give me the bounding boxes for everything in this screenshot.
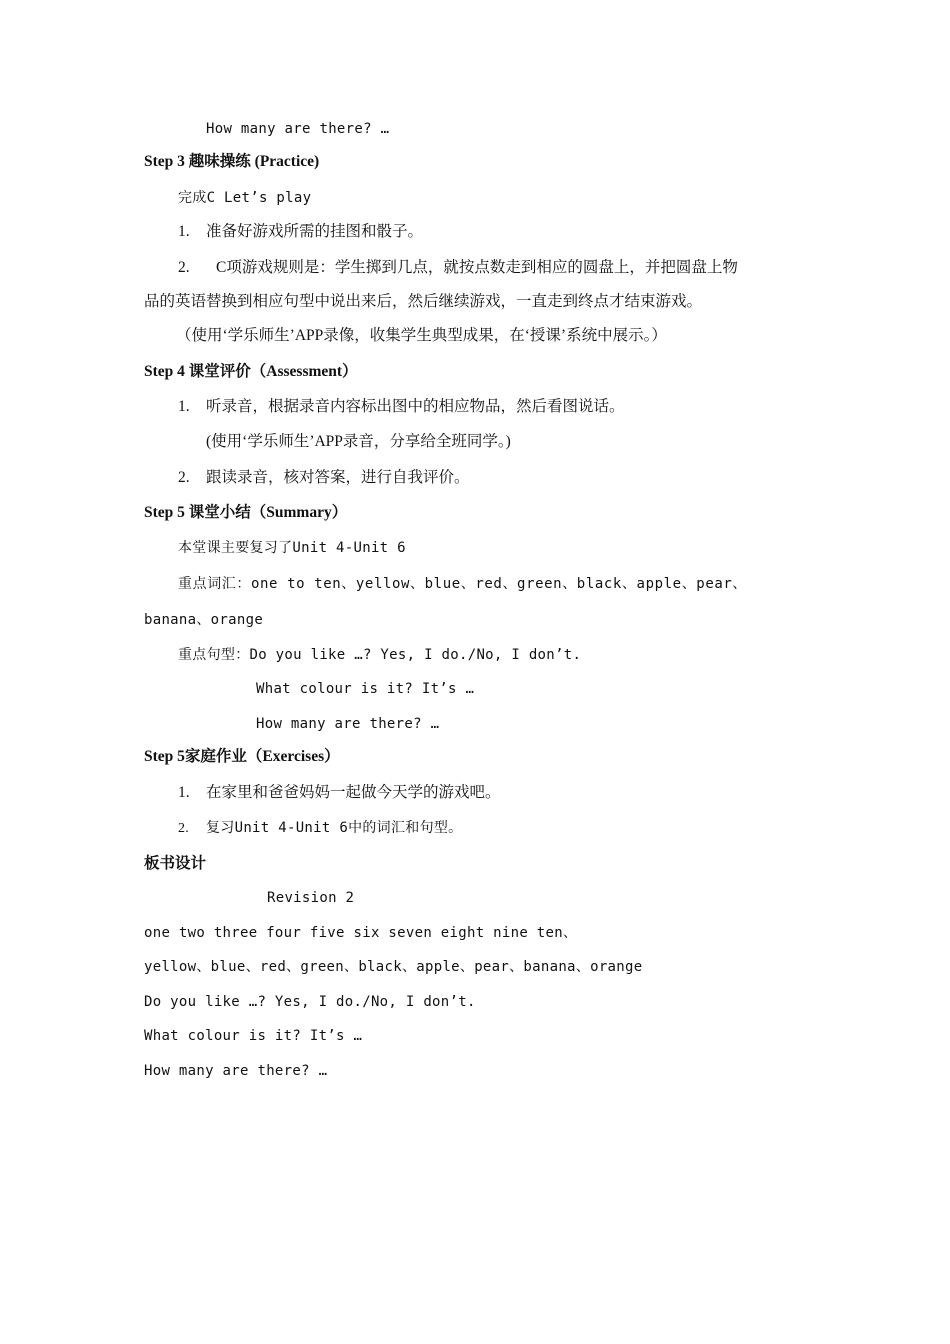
list-text: 在家里和爸爸妈妈一起做今天学的游戏吧。 bbox=[206, 784, 501, 801]
text-line: How many are there? … bbox=[206, 121, 390, 137]
text-line: one two three four five six seven eight nine ten、 bbox=[144, 925, 578, 941]
list-text: 复习Unit 4-Unit 6中的词汇和句型。 bbox=[206, 820, 463, 836]
text-line: 重点词汇：one to ten、yellow、blue、red、green、black、apple、pear、 bbox=[178, 576, 748, 592]
section-heading-practice: Step 3 趣味操练 (Practice) bbox=[144, 153, 320, 170]
text-line: Do you like …? Yes, I do./No, I don’t. bbox=[144, 994, 476, 1010]
list-item bbox=[178, 818, 462, 839]
list-text: 准备好游戏所需的挂图和骰子。 bbox=[206, 223, 424, 240]
section-heading-board-design: 板书设计 bbox=[144, 855, 207, 872]
list-text: 跟读录音，核对答案，进行自我评价。 bbox=[206, 469, 470, 486]
text-line: (使用‘学乐师生’APP录音，分享给全班同学。) bbox=[206, 433, 511, 450]
section-heading-summary: Step 5 课堂小结（Summary） bbox=[144, 504, 348, 521]
text-line: 重点句型：Do you like …? Yes, I do./No, I don’t. bbox=[178, 647, 582, 663]
text-line: 品的英语替换到相应句型中说出来后，然后继续游戏，一直走到终点才结束游戏。 bbox=[144, 293, 703, 310]
text-line: What colour is it? It’s … bbox=[144, 1028, 363, 1044]
section-heading-assessment: Step 4 课堂评价（Assessment） bbox=[144, 363, 358, 380]
list-item bbox=[178, 258, 738, 278]
list-text: 听录音，根据录音内容标出图中的相应物品，然后看图说话。 bbox=[206, 398, 625, 415]
list-number: 1. bbox=[178, 398, 190, 415]
list-item bbox=[178, 468, 470, 488]
text-line: （使用‘学乐师生’APP录像，收集学生典型成果，在‘授课’系统中展示。） bbox=[176, 327, 667, 344]
list-number: 2. bbox=[178, 469, 190, 486]
list-number: 1. bbox=[178, 784, 190, 801]
text-line: What colour is it? It’s … bbox=[256, 681, 475, 697]
text-line: How many are there? … bbox=[256, 716, 440, 732]
text-line: 完成C Let’s play bbox=[178, 190, 312, 206]
list-item bbox=[178, 222, 423, 242]
text-line: 本堂课主要复习了Unit 4-Unit 6 bbox=[178, 540, 406, 556]
list-item bbox=[178, 397, 625, 417]
list-number: 2. bbox=[178, 821, 190, 836]
text-line: yellow、blue、red、green、black、apple、pear、banana、orange bbox=[144, 959, 643, 975]
text-line: banana、orange bbox=[144, 612, 264, 628]
list-text: C项游戏规则是：学生掷到几点，就按点数走到相应的圆盘上，并把圆盘上物 bbox=[216, 259, 738, 276]
list-number: 2. bbox=[178, 259, 190, 276]
text-line: How many are there? … bbox=[144, 1063, 328, 1079]
board-title: Revision 2 bbox=[267, 890, 355, 906]
list-number: 1. bbox=[178, 223, 190, 240]
list-item bbox=[178, 783, 501, 803]
section-heading-exercises: Step 5家庭作业（Exercises） bbox=[144, 748, 340, 765]
